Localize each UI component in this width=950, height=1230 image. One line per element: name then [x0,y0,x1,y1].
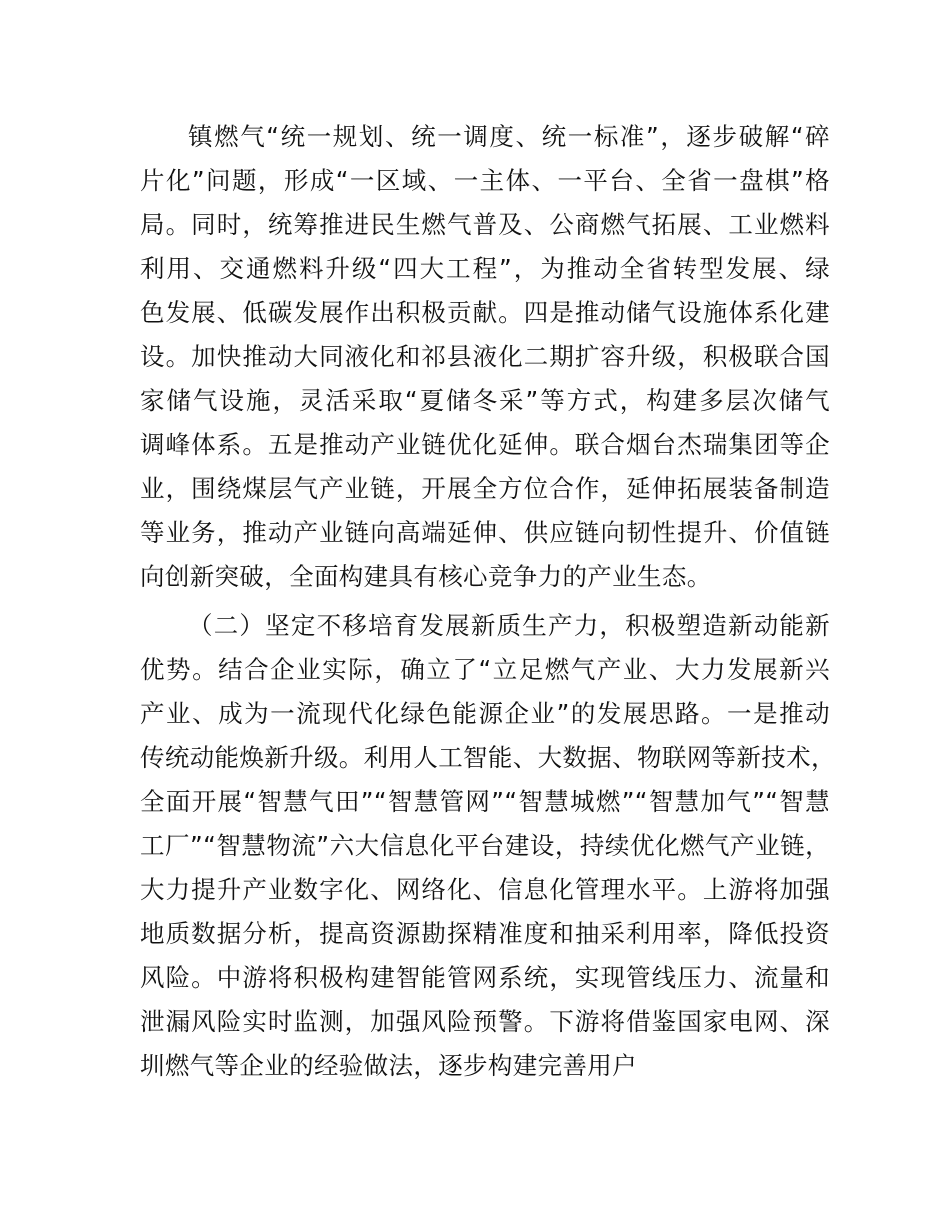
paragraph-2-line: 泄漏风险实时监测，加强风险预警。下游将借鉴国家电网、深 [140,1007,830,1036]
paragraph-2-line: 传统动能焕新升级。利用人工智能、大数据、物联网等新技术， [140,743,836,772]
paragraph-1-line: 家储气设施，灵活采取“夏储冬采”等方式，构建多层次储气 [140,386,830,415]
paragraph-1-line: 调峰体系。五是推动产业链优化延伸。联合烟台杰瑞集团等企 [140,430,830,459]
paragraph-2-line: 圳燃气等企业的经验做法，逐步构建完善用户 [140,1051,637,1080]
paragraph-2-line: 风险。中游将积极构建智能管网系统，实现管线压力、流量和 [140,963,830,992]
paragraph-2-line: （二）坚定不移培育发展新质生产力，积极塑造新动能新 [188,611,830,640]
paragraph-1-line: 设。加快推动大同液化和祁县液化二期扩容升级，积极联合国 [140,342,830,371]
paragraph-1-line: 向创新突破，全面构建具有核心竞争力的产业生态。 [140,562,712,591]
paragraph-2-line: 大力提升产业数字化、网络化、信息化管理水平。上游将加强 [140,875,830,904]
paragraph-2-line: 地质数据分析，提高资源勘探精准度和抽采利用率，降低投资 [140,919,830,948]
paragraph-1-line: 局。同时，统筹推进民生燃气普及、公商燃气拓展、工业燃料 [140,210,830,239]
paragraph-2-line: 优势。结合企业实际，确立了“立足燃气产业、大力发展新兴 [140,655,830,684]
paragraph-1-line: 镇燃气“统一规划、统一调度、统一标准”，逐步破解“碎 [188,122,830,151]
paragraph-2-line: 产业、成为一流现代化绿色能源企业”的发展思路。一是推动 [140,699,830,728]
paragraph-1-line: 等业务，推动产业链向高端延伸、供应链向韧性提升、价值链 [140,518,830,547]
paragraph-1-line: 色发展、低碳发展作出积极贡献。四是推动储气设施体系化建 [140,298,830,327]
paragraph-1-line: 利用、交通燃料升级“四大工程”，为推动全省转型发展、绿 [140,254,830,283]
paragraph-2-line: 工厂”“智慧物流”六大信息化平台建设，持续优化燃气产业链， [140,831,830,860]
paragraph-1-line: 业，围绕煤层气产业链，开展全方位合作，延伸拓展装备制造 [140,474,830,503]
paragraph-2-line: 全面开展“智慧气田”“智慧管网”“智慧城燃”“智慧加气”“智慧 [140,787,830,816]
paragraph-1-line: 片化”问题，形成“一区域、一主体、一平台、全省一盘棋”格 [140,166,830,195]
